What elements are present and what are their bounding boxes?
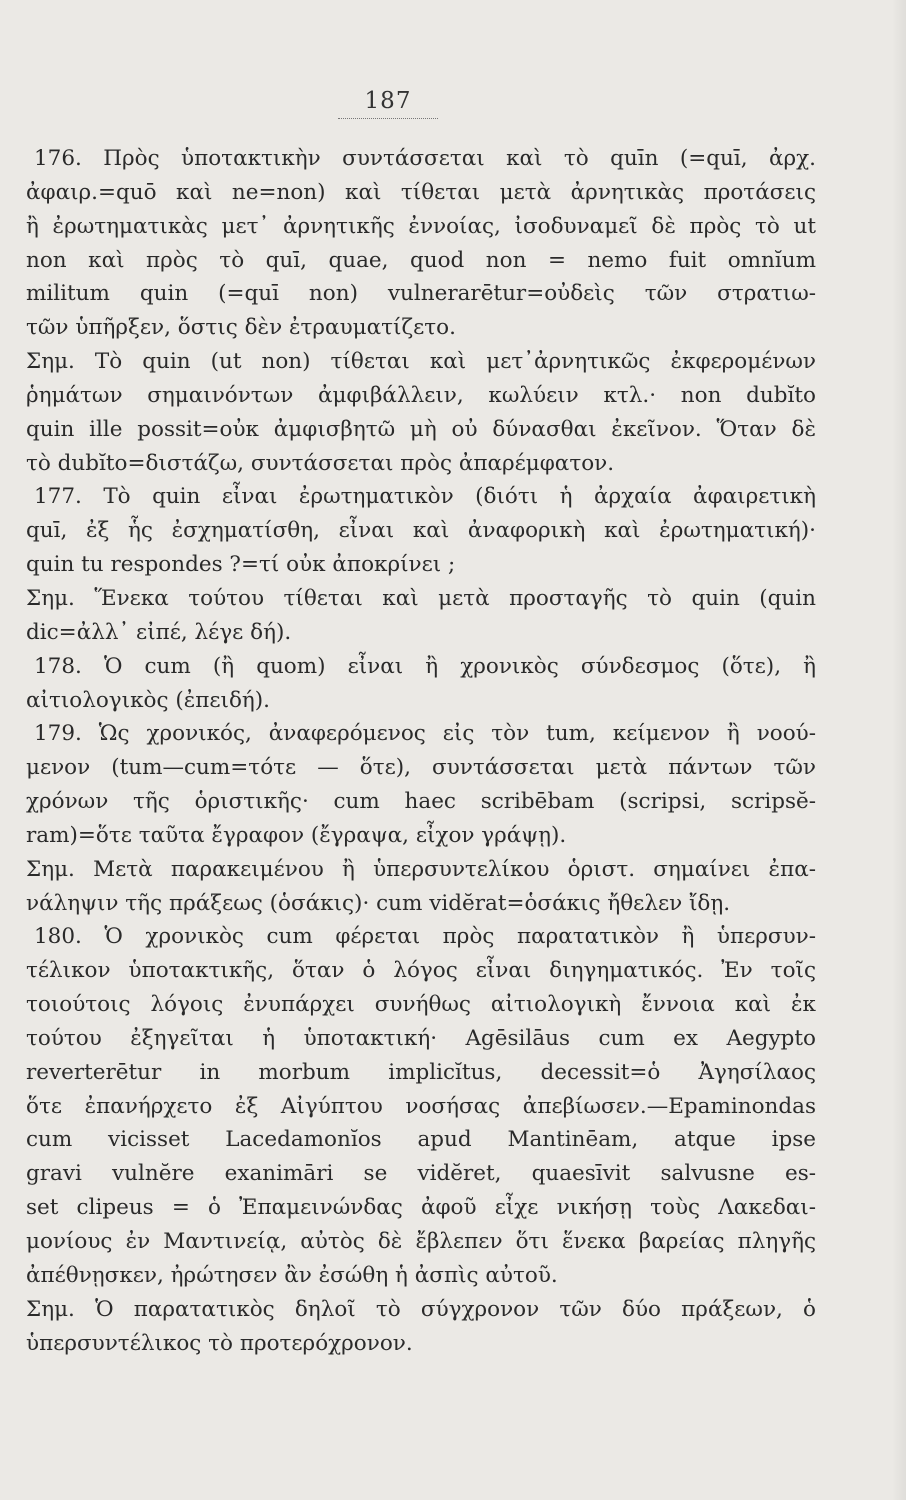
text-line: militum quin (=quī non) vulnerarētur=οὐδεὶς τῶν στρατιω- <box>26 281 816 307</box>
text-line: ὑπερσυντέλικος τὸ προτερόχρονον. <box>26 1330 413 1356</box>
text-line: ἢ ἐρωτηματικὰς μετ᾽ ἀρνητικῆς ἐννοίας, ἰσοδυναμεῖ δὲ πρὸς τὸ ut <box>26 213 816 239</box>
text-line: ram)=ὅτε ταῦτα ἔγραφον (ἔγραψα, εἶχον γράψῃ). <box>26 822 567 848</box>
text-line: set clipeus = ὁ Ἐπαμεινώνδας ἀφοῦ εἶχε νικήσῃ τοὺς Λακεδαι- <box>26 1195 816 1221</box>
text-line: Σημ. Τὸ quin (ut non) τίθεται καὶ μετ᾽ἀρνητικῶς ἐκφερομένων <box>26 349 816 375</box>
text-line: 176. Πρὸς ὑποτακτικὴν συντάσσεται καὶ τὸ quīn (=quī, ἀρχ. <box>34 146 816 171</box>
text-line: cum vicisset Lacedamonĭos apud Mantinēam, atque ipse <box>26 1127 816 1153</box>
text-line: gravi vulnĕre exanimāri se vidĕret, quaesīvit salvusne es- <box>26 1161 816 1187</box>
text-line: 180. Ὁ χρονικὸς cum φέρεται πρὸς παρατατικὸν ἢ ὑπερσυν- <box>34 924 816 950</box>
page-edge-shadow <box>892 0 906 1500</box>
text-line: 178. Ὁ cum (ἢ quom) εἶναι ἢ χρονικὸς σύνδεσμος (ὅτε), ἢ <box>34 653 816 679</box>
text-line: Σημ. Ἕνεκα τούτου τίθεται καὶ μετὰ προσταγῆς τὸ quin (quin <box>26 585 816 611</box>
header-rule <box>338 118 438 119</box>
page-number: 187 <box>364 88 412 114</box>
text-line: τῶν ὑπῆρξεν, ὅστις δὲν ἐτραυματίζετο. <box>26 315 456 341</box>
text-line: τοιούτοις λόγοις ἐνυπάρχει συνήθως αἰτιολογικὴ ἔννοια καὶ ἐκ <box>26 992 816 1018</box>
text-line: αἰτιολογικὸς (ἐπειδή). <box>26 687 270 713</box>
text-line: 177. Τὸ quin εἶναι ἐρωτηματικὸν (διότι ἡ ἀρχαία ἀφαιρετικὴ <box>34 484 816 510</box>
text-line: quin ille possit=οὐκ ἀμφισβητῶ μὴ οὐ δύνασθαι ἐκεῖνον. Ὅταν δὲ <box>26 416 816 442</box>
text-line: μενον (tum—cum=τότε — ὅτε), συντάσσεται μετὰ πάντων τῶν <box>26 755 816 781</box>
text-line: τούτου ἐξηγεῖται ἡ ὑποτακτική· Agēsilāus cum ex Aegypto <box>26 1025 816 1051</box>
text-line: μονίους ἐν Μαντινείᾳ, αὐτὸς δὲ ἔβλεπεν ὅτι ἕνεκα βαρείας πληγῆς <box>26 1229 816 1254</box>
text-line: νάληψιν τῆς πράξεως (ὁσάκις)· cum vidĕrat=ὁσάκις ἤθελεν ἴδῃ. <box>26 890 731 916</box>
text-line: τὸ dubĭto=διστάζω, συντάσσεται πρὸς ἀπαρέμφατον. <box>26 450 615 476</box>
text-line: dic=ἀλλ᾽ εἰπέ, λέγε δή). <box>26 619 292 645</box>
text-line: τέλικον ὑποτακτικῆς, ὅταν ὁ λόγος εἶναι διηγηματικός. Ἐν τοῖς <box>26 958 816 984</box>
text-line: ῥημάτων σημαινόντων ἀμφιβάλλειν, κωλύειν κτλ.· non dubĭto <box>26 382 816 408</box>
text-line: Σημ. Ὁ παρατατικὸς δηλοῖ τὸ σύγχρονον τῶν δύο πράξεων, ὁ <box>26 1296 816 1322</box>
text-line: ὅτε ἐπανήρχετο ἐξ Αἰγύπτου νοσήσας ἀπεβίωσεν.—Epaminondas <box>26 1093 816 1119</box>
text-line: ἀφαιρ.=quō καὶ ne=non) καὶ τίθεται μετὰ ἀρνητικὰς προτάσεις <box>26 179 816 205</box>
body-text <box>26 142 816 1360</box>
text-line: quin tu respondes ?=τί οὐκ ἀποκρίνει ; <box>26 552 456 578</box>
text-line: 179. Ὡς χρονικός, ἀναφερόμενος εἰς τὸν tum, κείμενον ἢ νοού- <box>34 721 816 747</box>
text-line: quī, ἐξ ἧς ἐσχηματίσθη, εἶναι καὶ ἀναφορικὴ καὶ ἐρωτηματική)· <box>26 518 816 544</box>
text-line: non καὶ πρὸς τὸ quī, quae, quod non = nemo fuit omnĭum <box>26 247 816 273</box>
text-line: reverterētur in morbum implicĭtus, decessit=ὁ Ἀγησίλαος <box>26 1059 816 1085</box>
text-line: Σημ. Μετὰ παρακειμένου ἢ ὑπερσυντελίκου ὁριστ. σημαίνει ἐπα- <box>26 856 816 882</box>
text-line: χρόνων τῆς ὁριστικῆς· cum haec scribēbam (scripsi, scripsĕ- <box>26 789 816 815</box>
text-line: ἀπέθνῃσκεν, ἠρώτησεν ἂν ἐσώθη ἡ ἀσπὶς αὐτοῦ. <box>26 1262 558 1288</box>
